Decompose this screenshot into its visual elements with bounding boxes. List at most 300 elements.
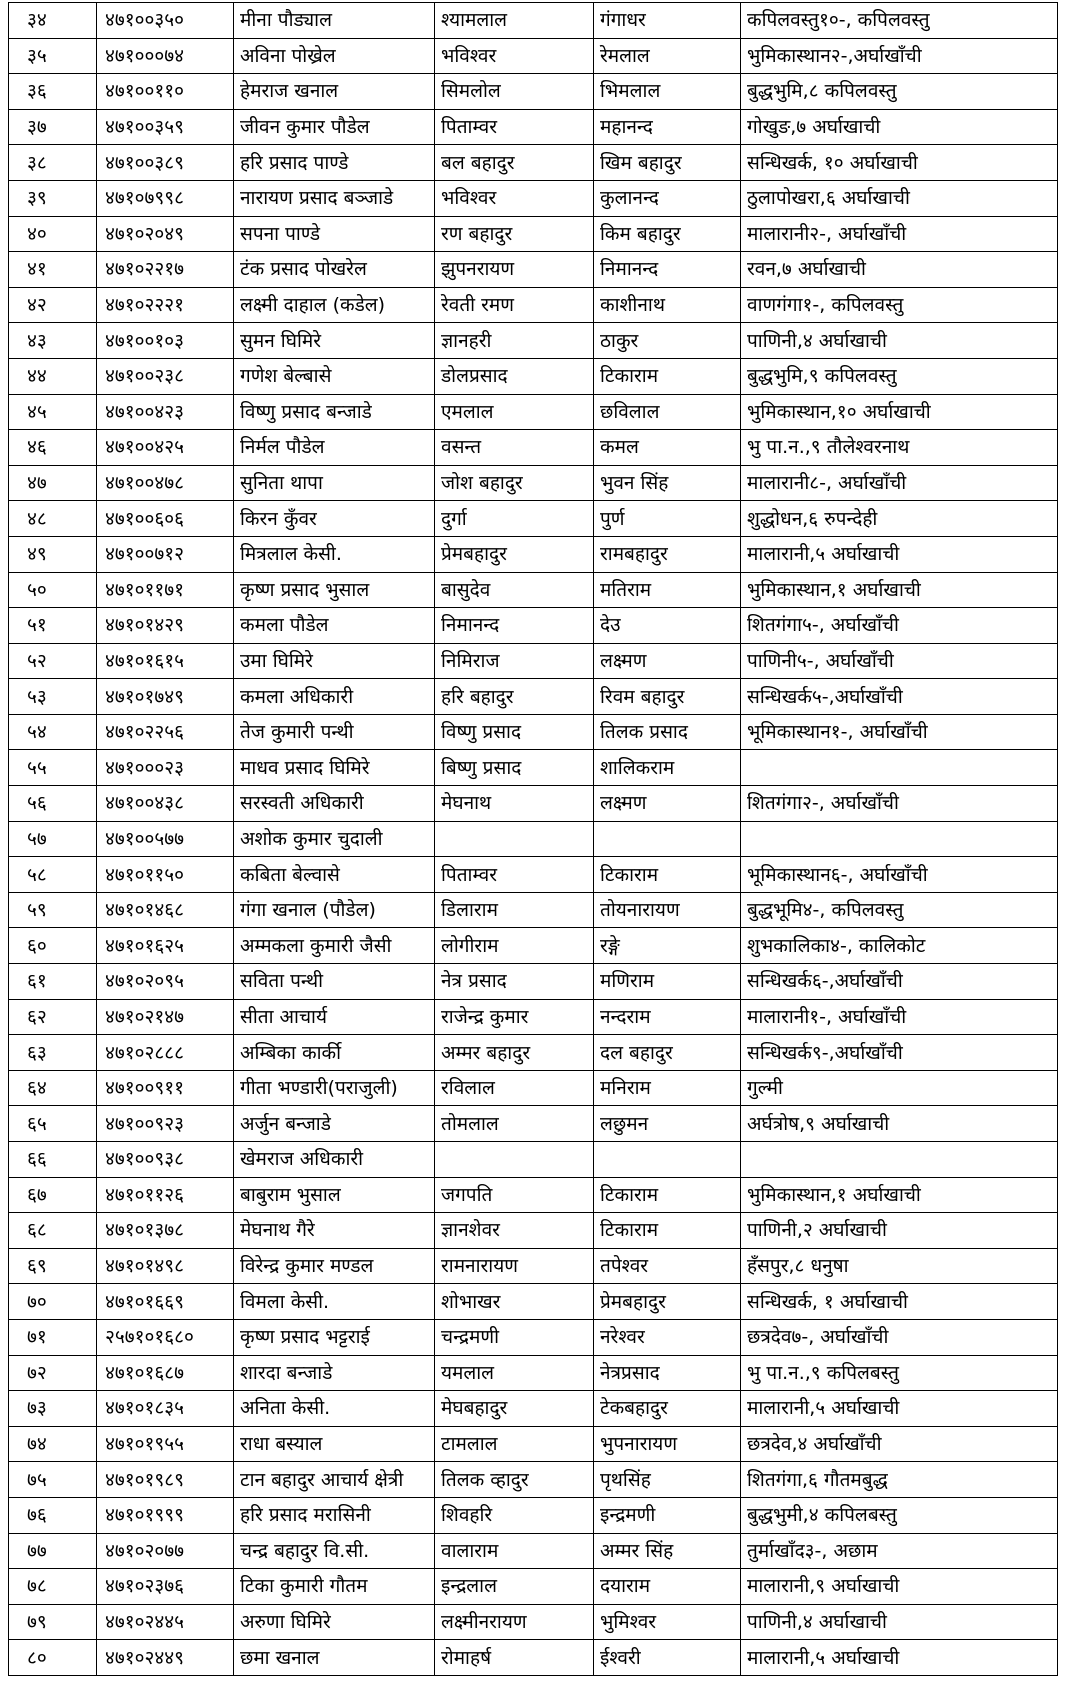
table-row bbox=[9, 643, 1058, 679]
address-cell: मालारानी१-, अर्घाखाँची bbox=[741, 999, 1058, 1035]
table-row bbox=[9, 1177, 1058, 1213]
name-cell: कमला अधिकारी bbox=[234, 679, 435, 715]
grandfather-name-cell: रामबहादुर bbox=[594, 536, 741, 572]
name-cell: मित्रलाल केसी. bbox=[234, 536, 435, 572]
grandfather-name-cell: भिमलाल bbox=[594, 74, 741, 110]
grandfather-name-cell: नरेश्वर bbox=[594, 1319, 741, 1355]
symbol-number-cell: ४७१००७१२ bbox=[97, 536, 234, 572]
symbol-number-cell: ४७१००९३८ bbox=[97, 1142, 234, 1178]
serial-number-cell: ७२ bbox=[9, 1355, 97, 1391]
serial-number-cell: ७६ bbox=[9, 1497, 97, 1533]
table-row bbox=[9, 786, 1058, 822]
table-row bbox=[9, 964, 1058, 1000]
table-row bbox=[9, 892, 1058, 928]
address-cell: भु पा.न.,९ तौलेश्वरनाथ bbox=[741, 430, 1058, 466]
symbol-number-cell: ४७१०२०४९ bbox=[97, 216, 234, 252]
serial-number-cell: ३८ bbox=[9, 145, 97, 181]
father-name-cell: श्यामलाल bbox=[435, 3, 594, 39]
address-cell: तुर्माखाँद३-, अछाम bbox=[741, 1533, 1058, 1569]
serial-number-cell: ६१ bbox=[9, 964, 97, 1000]
symbol-number-cell: ४७१०१९८९ bbox=[97, 1462, 234, 1498]
name-cell: सरस्वती अधिकारी bbox=[234, 786, 435, 822]
grandfather-name-cell bbox=[594, 1142, 741, 1178]
serial-number-cell: ४४ bbox=[9, 358, 97, 394]
grandfather-name-cell: देउ bbox=[594, 608, 741, 644]
address-cell: भुमिकास्थान,१ अर्घाखाची bbox=[741, 1177, 1058, 1213]
father-name-cell: डिलाराम bbox=[435, 892, 594, 928]
name-cell: छमा खनाल bbox=[234, 1640, 435, 1676]
symbol-number-cell: ४७१०२२२१ bbox=[97, 287, 234, 323]
data-table bbox=[8, 2, 1058, 1676]
table-row bbox=[9, 1070, 1058, 1106]
address-cell: रवन,७ अर्घाखाची bbox=[741, 252, 1058, 288]
symbol-number-cell: ४७१०२२५६ bbox=[97, 714, 234, 750]
grandfather-name-cell: टिकाराम bbox=[594, 358, 741, 394]
name-cell: टान बहादुर आचार्य क्षेत्री bbox=[234, 1462, 435, 1498]
address-cell: पाणिनी,४ अर्घाखाची bbox=[741, 323, 1058, 359]
father-name-cell: शोभाखर bbox=[435, 1284, 594, 1320]
grandfather-name-cell: नेत्रप्रसाद bbox=[594, 1355, 741, 1391]
table-row bbox=[9, 465, 1058, 501]
grandfather-name-cell: कमल bbox=[594, 430, 741, 466]
symbol-number-cell: ४७१०२०९५ bbox=[97, 964, 234, 1000]
address-cell: भु पा.न.,९ कपिलबस्तु bbox=[741, 1355, 1058, 1391]
name-cell: विष्णु प्रसाद बन्जाडे bbox=[234, 394, 435, 430]
grandfather-name-cell: दयाराम bbox=[594, 1569, 741, 1605]
serial-number-cell: ६८ bbox=[9, 1213, 97, 1249]
address-cell bbox=[741, 1142, 1058, 1178]
address-cell: पाणिनी,२ अर्घाखाची bbox=[741, 1213, 1058, 1249]
symbol-number-cell: ४७१००११० bbox=[97, 74, 234, 110]
address-cell: मालारानी२-, अर्घाखाँची bbox=[741, 216, 1058, 252]
address-cell: गुल्मी bbox=[741, 1070, 1058, 1106]
symbol-number-cell: ४७१०२३७६ bbox=[97, 1569, 234, 1605]
father-name-cell: विष्णु प्रसाद bbox=[435, 714, 594, 750]
grandfather-name-cell: काशीनाथ bbox=[594, 287, 741, 323]
father-name-cell: रामनारायण bbox=[435, 1248, 594, 1284]
grandfather-name-cell: तिलक प्रसाद bbox=[594, 714, 741, 750]
serial-number-cell: ३५ bbox=[9, 38, 97, 74]
grandfather-name-cell: गंगाधर bbox=[594, 3, 741, 39]
symbol-number-cell: ४७१०११७१ bbox=[97, 572, 234, 608]
grandfather-name-cell: तपेश्वर bbox=[594, 1248, 741, 1284]
father-name-cell: जगपति bbox=[435, 1177, 594, 1213]
table-row bbox=[9, 180, 1058, 216]
name-cell: शारदा बन्जाडे bbox=[234, 1355, 435, 1391]
serial-number-cell: ५० bbox=[9, 572, 97, 608]
serial-number-cell: ५९ bbox=[9, 892, 97, 928]
table-row bbox=[9, 216, 1058, 252]
symbol-number-cell: ४७१००४२५ bbox=[97, 430, 234, 466]
name-cell: अरुणा घिमिरे bbox=[234, 1604, 435, 1640]
address-cell: मालारानी,५ अर्घाखाची bbox=[741, 536, 1058, 572]
father-name-cell: रेवती रमण bbox=[435, 287, 594, 323]
grandfather-name-cell: मणिराम bbox=[594, 964, 741, 1000]
father-name-cell: पिताम्वर bbox=[435, 109, 594, 145]
table-row bbox=[9, 358, 1058, 394]
grandfather-name-cell: रिवम बहादुर bbox=[594, 679, 741, 715]
grandfather-name-cell: महानन्द bbox=[594, 109, 741, 145]
symbol-number-cell: ४७१०१८३५ bbox=[97, 1391, 234, 1427]
father-name-cell: रविलाल bbox=[435, 1070, 594, 1106]
grandfather-name-cell: भुमिश्वर bbox=[594, 1604, 741, 1640]
grandfather-name-cell: टिकाराम bbox=[594, 1213, 741, 1249]
symbol-number-cell: ४७१०२२१७ bbox=[97, 252, 234, 288]
table-row bbox=[9, 1284, 1058, 1320]
data-table-container bbox=[8, 2, 1057, 1676]
table-row bbox=[9, 1213, 1058, 1249]
symbol-number-cell: ४७१००९२३ bbox=[97, 1106, 234, 1142]
grandfather-name-cell: टिकाराम bbox=[594, 1177, 741, 1213]
address-cell: मालारानी८-, अर्घाखाँची bbox=[741, 465, 1058, 501]
symbol-number-cell: ४७१००५७७ bbox=[97, 821, 234, 857]
name-cell: टंक प्रसाद पोखरेल bbox=[234, 252, 435, 288]
father-name-cell: रण बहादुर bbox=[435, 216, 594, 252]
symbol-number-cell: ४७१०२८८८ bbox=[97, 1035, 234, 1071]
father-name-cell: ज्ञानशेवर bbox=[435, 1213, 594, 1249]
serial-number-cell: ६४ bbox=[9, 1070, 97, 1106]
table-row bbox=[9, 679, 1058, 715]
name-cell: अर्जुन बन्जाडे bbox=[234, 1106, 435, 1142]
serial-number-cell: ६९ bbox=[9, 1248, 97, 1284]
symbol-number-cell: ४७१००४३८ bbox=[97, 786, 234, 822]
name-cell: नारायण प्रसाद बञ्जाडे bbox=[234, 180, 435, 216]
name-cell: टिका कुमारी गौतम bbox=[234, 1569, 435, 1605]
table-row bbox=[9, 1533, 1058, 1569]
address-cell: शितगंगा५-, अर्घाखाँची bbox=[741, 608, 1058, 644]
father-name-cell: नेत्र प्रसाद bbox=[435, 964, 594, 1000]
serial-number-cell: ८० bbox=[9, 1640, 97, 1676]
father-name-cell: तोमलाल bbox=[435, 1106, 594, 1142]
grandfather-name-cell: लक्ष्मण bbox=[594, 786, 741, 822]
name-cell: सविता पन्थी bbox=[234, 964, 435, 1000]
father-name-cell: प्रेमबहादुर bbox=[435, 536, 594, 572]
father-name-cell: अम्मर बहादुर bbox=[435, 1035, 594, 1071]
name-cell: उमा घिमिरे bbox=[234, 643, 435, 679]
name-cell: कृष्ण प्रसाद भट्टराई bbox=[234, 1319, 435, 1355]
grandfather-name-cell: इन्द्रमणी bbox=[594, 1497, 741, 1533]
name-cell: माधव प्रसाद घिमिरे bbox=[234, 750, 435, 786]
grandfather-name-cell: टेकबहादुर bbox=[594, 1391, 741, 1427]
table-row bbox=[9, 1640, 1058, 1676]
symbol-number-cell: ४७१०१७४९ bbox=[97, 679, 234, 715]
symbol-number-cell: ४७१०७९९८ bbox=[97, 180, 234, 216]
symbol-number-cell: ४७१०२०७७ bbox=[97, 1533, 234, 1569]
grandfather-name-cell: रेमलाल bbox=[594, 38, 741, 74]
father-name-cell: मेघनाथ bbox=[435, 786, 594, 822]
serial-number-cell: ६५ bbox=[9, 1106, 97, 1142]
father-name-cell: लक्ष्मीनरायण bbox=[435, 1604, 594, 1640]
father-name-cell: यमलाल bbox=[435, 1355, 594, 1391]
father-name-cell: जोश बहादुर bbox=[435, 465, 594, 501]
table-row bbox=[9, 1319, 1058, 1355]
name-cell: अम्मकला कुमारी जैसी bbox=[234, 928, 435, 964]
name-cell: अविना पोख्रेल bbox=[234, 38, 435, 74]
table-row bbox=[9, 38, 1058, 74]
name-cell: निर्मल पौडेल bbox=[234, 430, 435, 466]
grandfather-name-cell: भुपनारायण bbox=[594, 1426, 741, 1462]
address-cell: बुद्धभुमि,८ कपिलवस्तु bbox=[741, 74, 1058, 110]
table-row bbox=[9, 1426, 1058, 1462]
father-name-cell: इन्द्रलाल bbox=[435, 1569, 594, 1605]
name-cell: मेघनाथ गैरे bbox=[234, 1213, 435, 1249]
name-cell: किरन कुँवर bbox=[234, 501, 435, 537]
name-cell: अनिता केसी. bbox=[234, 1391, 435, 1427]
grandfather-name-cell: भुवन सिंह bbox=[594, 465, 741, 501]
symbol-number-cell: ४७१००३८९ bbox=[97, 145, 234, 181]
table-row bbox=[9, 1391, 1058, 1427]
grandfather-name-cell: दल बहादुर bbox=[594, 1035, 741, 1071]
name-cell: हरि प्रसाद पाण्डे bbox=[234, 145, 435, 181]
grandfather-name-cell: खिम बहादुर bbox=[594, 145, 741, 181]
name-cell: कृष्ण प्रसाद भुसाल bbox=[234, 572, 435, 608]
name-cell: कमला पौडेल bbox=[234, 608, 435, 644]
grandfather-name-cell: पुर्ण bbox=[594, 501, 741, 537]
symbol-number-cell: ४७१०१४६८ bbox=[97, 892, 234, 928]
father-name-cell: निमानन्द bbox=[435, 608, 594, 644]
table-row bbox=[9, 287, 1058, 323]
name-cell: गंगा खनाल (पौडेल) bbox=[234, 892, 435, 928]
serial-number-cell: ७० bbox=[9, 1284, 97, 1320]
symbol-number-cell: ४७१०११२६ bbox=[97, 1177, 234, 1213]
grandfather-name-cell bbox=[594, 821, 741, 857]
symbol-number-cell: ४७१०००७४ bbox=[97, 38, 234, 74]
table-row bbox=[9, 999, 1058, 1035]
symbol-number-cell: ४७१०२४४५ bbox=[97, 1604, 234, 1640]
grandfather-name-cell: किम बहादुर bbox=[594, 216, 741, 252]
address-cell: शितगंगा२-, अर्घाखाँची bbox=[741, 786, 1058, 822]
father-name-cell: लोगीराम bbox=[435, 928, 594, 964]
symbol-number-cell: ४७१०१६८७ bbox=[97, 1355, 234, 1391]
address-cell: सन्धिखर्क५-,अर्घाखाँची bbox=[741, 679, 1058, 715]
table-row bbox=[9, 501, 1058, 537]
grandfather-name-cell: मनिराम bbox=[594, 1070, 741, 1106]
address-cell: मालारानी,९ अर्घाखाची bbox=[741, 1569, 1058, 1605]
serial-number-cell: ६३ bbox=[9, 1035, 97, 1071]
table-row bbox=[9, 536, 1058, 572]
serial-number-cell: ४० bbox=[9, 216, 97, 252]
symbol-number-cell: ४७१००४७८ bbox=[97, 465, 234, 501]
father-name-cell: एमलाल bbox=[435, 394, 594, 430]
father-name-cell: चन्द्रमणी bbox=[435, 1319, 594, 1355]
address-cell: शुद्धोधन,६ रुपन्देही bbox=[741, 501, 1058, 537]
table-row bbox=[9, 1604, 1058, 1640]
father-name-cell: शिवहरि bbox=[435, 1497, 594, 1533]
serial-number-cell: ५५ bbox=[9, 750, 97, 786]
name-cell: सीता आचार्य bbox=[234, 999, 435, 1035]
symbol-number-cell: ४७१००६०६ bbox=[97, 501, 234, 537]
address-cell: भुमिकास्थान२-,अर्घाखाँची bbox=[741, 38, 1058, 74]
serial-number-cell: ५७ bbox=[9, 821, 97, 857]
table-row bbox=[9, 857, 1058, 893]
address-cell: छत्रदेव,४ अर्घाखाँची bbox=[741, 1426, 1058, 1462]
father-name-cell: बल बहादुर bbox=[435, 145, 594, 181]
grandfather-name-cell: प्रेमबहादुर bbox=[594, 1284, 741, 1320]
name-cell: मीना पौड्याल bbox=[234, 3, 435, 39]
address-cell: भुमिकास्थान,१ अर्घाखाची bbox=[741, 572, 1058, 608]
symbol-number-cell: ४७१००९११ bbox=[97, 1070, 234, 1106]
address-cell: भुमिकास्थान,१० अर्घाखाची bbox=[741, 394, 1058, 430]
grandfather-name-cell: लछुमन bbox=[594, 1106, 741, 1142]
name-cell: बाबुराम भुसाल bbox=[234, 1177, 435, 1213]
symbol-number-cell: ४७१००३५९ bbox=[97, 109, 234, 145]
name-cell: तेज कुमारी पन्थी bbox=[234, 714, 435, 750]
serial-number-cell: ७८ bbox=[9, 1569, 97, 1605]
grandfather-name-cell: शालिकराम bbox=[594, 750, 741, 786]
name-cell: जीवन कुमार पौडेल bbox=[234, 109, 435, 145]
grandfather-name-cell: ठाकुर bbox=[594, 323, 741, 359]
name-cell: विरेन्द्र कुमार मण्डल bbox=[234, 1248, 435, 1284]
symbol-number-cell: ४७१०२१४७ bbox=[97, 999, 234, 1035]
father-name-cell: राजेन्द्र कुमार bbox=[435, 999, 594, 1035]
name-cell: सपना पाण्डे bbox=[234, 216, 435, 252]
serial-number-cell: ४६ bbox=[9, 430, 97, 466]
father-name-cell: तिलक व्हादुर bbox=[435, 1462, 594, 1498]
name-cell: लक्ष्मी दाहाल (कडेल) bbox=[234, 287, 435, 323]
father-name-cell: मेघबहादुर bbox=[435, 1391, 594, 1427]
symbol-number-cell: ४७१०१४२९ bbox=[97, 608, 234, 644]
grandfather-name-cell: पृथसिंह bbox=[594, 1462, 741, 1498]
father-name-cell: वालाराम bbox=[435, 1533, 594, 1569]
symbol-number-cell: २५७१०१६८० bbox=[97, 1319, 234, 1355]
serial-number-cell: ५८ bbox=[9, 857, 97, 893]
symbol-number-cell: ४७१०१६६९ bbox=[97, 1284, 234, 1320]
father-name-cell: डोलप्रसाद bbox=[435, 358, 594, 394]
father-name-cell: हरि बहादुर bbox=[435, 679, 594, 715]
symbol-number-cell: ४७१०१९९९ bbox=[97, 1497, 234, 1533]
father-name-cell: टामलाल bbox=[435, 1426, 594, 1462]
name-cell: राधा बस्याल bbox=[234, 1426, 435, 1462]
table-row bbox=[9, 109, 1058, 145]
father-name-cell: ज्ञानहरी bbox=[435, 323, 594, 359]
grandfather-name-cell: रङ्गे bbox=[594, 928, 741, 964]
table-row bbox=[9, 430, 1058, 466]
name-cell: विमला केसी. bbox=[234, 1284, 435, 1320]
grandfather-name-cell: अम्मर सिंह bbox=[594, 1533, 741, 1569]
serial-number-cell: ४८ bbox=[9, 501, 97, 537]
address-cell: मालारानी,५ अर्घाखाची bbox=[741, 1640, 1058, 1676]
address-cell: बुद्धभुमी,४ कपिलबस्तु bbox=[741, 1497, 1058, 1533]
table-row bbox=[9, 323, 1058, 359]
serial-number-cell: ७३ bbox=[9, 1391, 97, 1427]
address-cell: भूमिकास्थान६-, अर्घाखाँची bbox=[741, 857, 1058, 893]
name-cell: गीता भण्डारी(पराजुली) bbox=[234, 1070, 435, 1106]
table-row bbox=[9, 1142, 1058, 1178]
address-cell: सन्धिखर्क, १ अर्घाखाची bbox=[741, 1284, 1058, 1320]
symbol-number-cell: ४७१००१०३ bbox=[97, 323, 234, 359]
serial-number-cell: ४७ bbox=[9, 465, 97, 501]
serial-number-cell: ७४ bbox=[9, 1426, 97, 1462]
symbol-number-cell: ४७१०१३७८ bbox=[97, 1213, 234, 1249]
address-cell: पाणिनी,४ अर्घाखाची bbox=[741, 1604, 1058, 1640]
father-name-cell: भविश्वर bbox=[435, 38, 594, 74]
table-row bbox=[9, 1497, 1058, 1533]
address-cell: सन्धिखर्क६-,अर्घाखाँची bbox=[741, 964, 1058, 1000]
name-cell: खेमराज अधिकारी bbox=[234, 1142, 435, 1178]
serial-number-cell: ५३ bbox=[9, 679, 97, 715]
symbol-number-cell: ४७१०१६१५ bbox=[97, 643, 234, 679]
serial-number-cell: ६७ bbox=[9, 1177, 97, 1213]
symbol-number-cell: ४७१००२३८ bbox=[97, 358, 234, 394]
serial-number-cell: ४५ bbox=[9, 394, 97, 430]
symbol-number-cell: ४७१००३५० bbox=[97, 3, 234, 39]
serial-number-cell: ६६ bbox=[9, 1142, 97, 1178]
table-row bbox=[9, 821, 1058, 857]
table-row bbox=[9, 1248, 1058, 1284]
father-name-cell: निमिराज bbox=[435, 643, 594, 679]
address-cell: सन्धिखर्क९-,अर्घाखाँची bbox=[741, 1035, 1058, 1071]
father-name-cell: पिताम्वर bbox=[435, 857, 594, 893]
grandfather-name-cell: लक्ष्मण bbox=[594, 643, 741, 679]
father-name-cell: भविश्वर bbox=[435, 180, 594, 216]
table-row bbox=[9, 750, 1058, 786]
serial-number-cell: ५२ bbox=[9, 643, 97, 679]
name-cell: अम्बिका कार्की bbox=[234, 1035, 435, 1071]
symbol-number-cell: ४७१०१९५५ bbox=[97, 1426, 234, 1462]
table-row bbox=[9, 252, 1058, 288]
table-row bbox=[9, 572, 1058, 608]
symbol-number-cell: ४७१०११५० bbox=[97, 857, 234, 893]
address-cell: पाणिनी५-, अर्घाखाँची bbox=[741, 643, 1058, 679]
address-cell: शितगंगा,६ गौतमबुद्ध bbox=[741, 1462, 1058, 1498]
address-cell: सन्धिखर्क, १० अर्घाखाची bbox=[741, 145, 1058, 181]
symbol-number-cell: ४७१०१४९८ bbox=[97, 1248, 234, 1284]
serial-number-cell: ७५ bbox=[9, 1462, 97, 1498]
grandfather-name-cell: छविलाल bbox=[594, 394, 741, 430]
address-cell: मालारानी,५ अर्घाखाची bbox=[741, 1391, 1058, 1427]
father-name-cell: रोमाहर्ष bbox=[435, 1640, 594, 1676]
grandfather-name-cell: तोयनारायण bbox=[594, 892, 741, 928]
serial-number-cell: ४२ bbox=[9, 287, 97, 323]
name-cell: चन्द्र बहादुर वि.सी. bbox=[234, 1533, 435, 1569]
address-cell: गोखुङ,७ अर्घाखाची bbox=[741, 109, 1058, 145]
father-name-cell: दुर्गा bbox=[435, 501, 594, 537]
symbol-number-cell: ४७१००४२३ bbox=[97, 394, 234, 430]
table-row bbox=[9, 1106, 1058, 1142]
table-row bbox=[9, 1569, 1058, 1605]
father-name-cell: बिष्णु प्रसाद bbox=[435, 750, 594, 786]
address-cell: छत्रदेव७-, अर्घाखाँची bbox=[741, 1319, 1058, 1355]
father-name-cell bbox=[435, 821, 594, 857]
name-cell: कबिता बेल्वासे bbox=[234, 857, 435, 893]
grandfather-name-cell: नन्दराम bbox=[594, 999, 741, 1035]
serial-number-cell: ५४ bbox=[9, 714, 97, 750]
grandfather-name-cell: ईश्वरी bbox=[594, 1640, 741, 1676]
serial-number-cell: ४३ bbox=[9, 323, 97, 359]
address-cell: ठुलापोखरा,६ अर्घाखाची bbox=[741, 180, 1058, 216]
table-row bbox=[9, 145, 1058, 181]
table-row bbox=[9, 928, 1058, 964]
symbol-number-cell: ४७१०१६२५ bbox=[97, 928, 234, 964]
serial-number-cell: ७९ bbox=[9, 1604, 97, 1640]
serial-number-cell: ४१ bbox=[9, 252, 97, 288]
symbol-number-cell: ४७१०२४४९ bbox=[97, 1640, 234, 1676]
grandfather-name-cell: टिकाराम bbox=[594, 857, 741, 893]
grandfather-name-cell: कुलानन्द bbox=[594, 180, 741, 216]
father-name-cell: वसन्त bbox=[435, 430, 594, 466]
father-name-cell: सिमलोल bbox=[435, 74, 594, 110]
address-cell: बुद्धभुमि,९ कपिलवस्तु bbox=[741, 358, 1058, 394]
table-row bbox=[9, 714, 1058, 750]
serial-number-cell: ७७ bbox=[9, 1533, 97, 1569]
serial-number-cell: ५१ bbox=[9, 608, 97, 644]
address-cell: हँसपुर,८ धनुषा bbox=[741, 1248, 1058, 1284]
serial-number-cell: ५६ bbox=[9, 786, 97, 822]
address-cell: शुभकालिका४-, कालिकोट bbox=[741, 928, 1058, 964]
father-name-cell: बासुदेव bbox=[435, 572, 594, 608]
table-row bbox=[9, 1462, 1058, 1498]
name-cell: हरि प्रसाद मरासिनी bbox=[234, 1497, 435, 1533]
